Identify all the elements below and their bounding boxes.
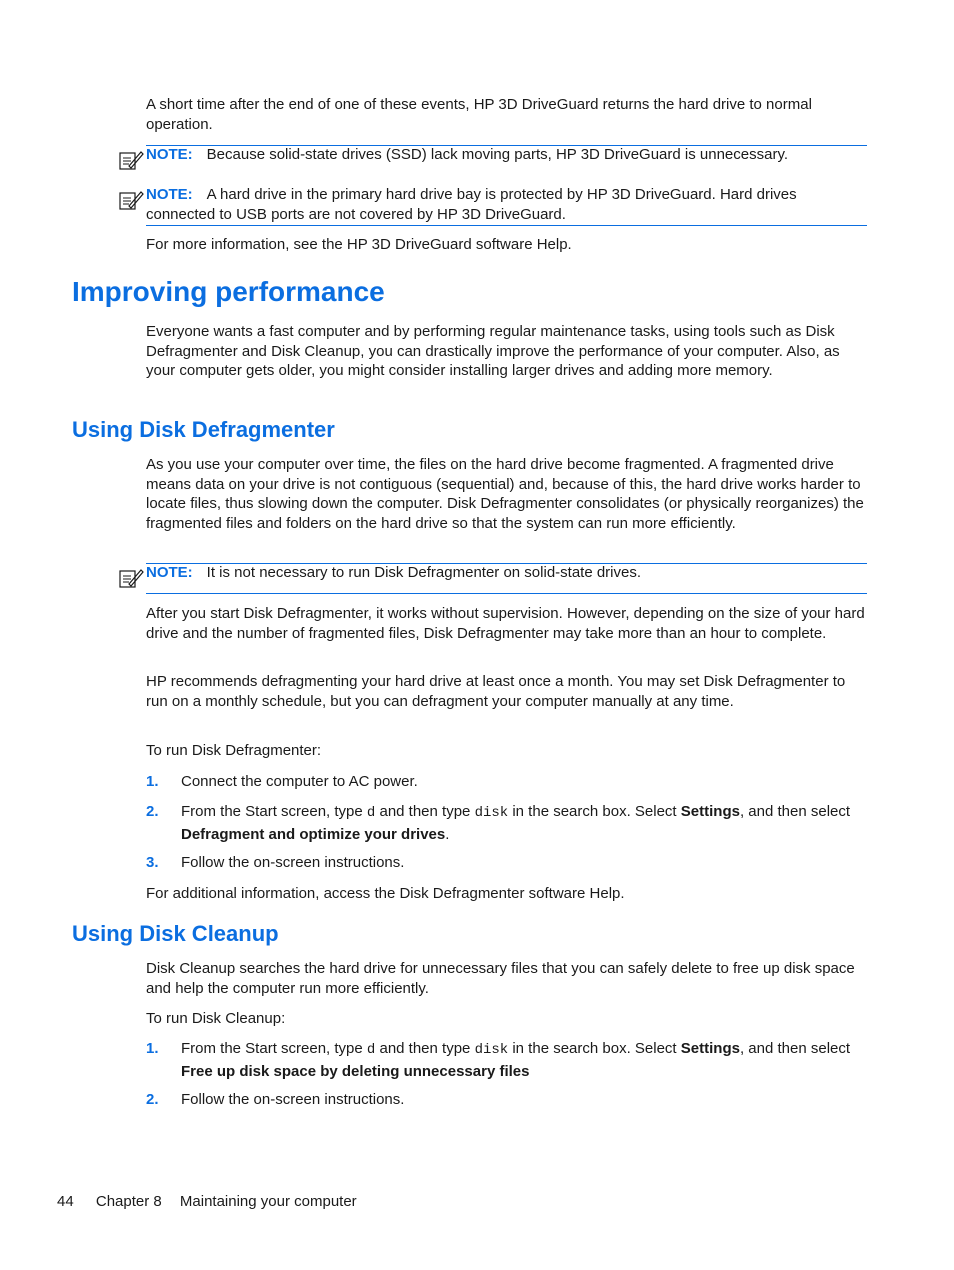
note-label: NOTE:: [146, 186, 193, 203]
defrag-run-intro: To run Disk Defragmenter:: [146, 742, 322, 759]
code-d: d: [366, 1042, 376, 1058]
bold-settings: Settings: [680, 1040, 740, 1057]
defrag-paragraph: As you use your computer over time, the files on the hard drive become fragmented. A fragmented drive means data on your drive is not contiguous (sequential) and, because of this, the hard drive works harder to locate files, thus slowing down the computer. Disk Defragmenter consolidates (or physically reorganizes) the fragmented files and folders on the hard drive so that the system can run more efficiently.: [146, 456, 864, 532]
heading-using-disk-defragmenter: Using Disk Defragmenter: [72, 417, 335, 442]
step-number: 1.: [146, 773, 159, 790]
code-disk: disk: [474, 1042, 509, 1058]
list-item: [146, 852, 866, 873]
improving-paragraph: Everyone wants a fast computer and by performing regular maintenance tasks, using tools such as Disk Defragmenter and Disk Cleanup, you can drastically improve the performance of your computer. Also, as your computer gets older, you might consider installing larger drives and adding more memory.: [146, 323, 840, 379]
code-d: d: [366, 805, 376, 821]
note-pencil-icon: [118, 149, 144, 171]
note-block-usb: [118, 185, 867, 226]
cleanup-run-intro: To run Disk Cleanup:: [146, 1010, 286, 1027]
chapter-title: Maintaining your computer: [179, 1193, 357, 1210]
note-label: NOTE:: [146, 564, 193, 581]
note-block-ssd: [118, 145, 867, 171]
step-text: Follow the on-screen instructions.: [181, 1091, 405, 1108]
note-bottom-rule: [146, 225, 867, 226]
cleanup-paragraph: Disk Cleanup searches the hard drive for unnecessary files that you can safely delete to free up disk space and help the computer run more efficiently.: [146, 960, 855, 997]
bold-settings: Settings: [680, 803, 740, 820]
step-text: Follow the on-screen instructions.: [181, 854, 405, 871]
note-text: A hard drive in the primary hard drive bay is protected by HP 3D DriveGuard. Hard drives connected to USB ports are not covered by HP 3D DriveGuard.: [146, 186, 797, 223]
list-item: [146, 1038, 866, 1080]
defrag-paragraph-2: After you start Disk Defragmenter, it works without supervision. However, depending on the size of your hard drive and the number of fragmented files, Disk Defragmenter may take more than an hour to complete.: [146, 605, 865, 642]
note-label: NOTE:: [146, 146, 193, 163]
note-text: It is not necessary to run Disk Defragmenter on solid-state drives.: [206, 564, 642, 581]
step-text: Connect the computer to AC power.: [181, 773, 418, 790]
step-text: From the Start screen, type d and then type disk in the search box. Select Settings, and then select Free up disk space by deleting unnecessary files: [181, 1040, 851, 1080]
code-disk: disk: [474, 805, 509, 821]
heading-using-disk-cleanup: Using Disk Cleanup: [72, 921, 279, 946]
list-item: [146, 1089, 866, 1110]
bold-defragment: Defragment and optimize your drives: [181, 826, 446, 843]
note-text: Because solid-state drives (SSD) lack moving parts, HP 3D DriveGuard is unnecessary.: [206, 146, 789, 163]
defrag-paragraph-3: HP recommends defragmenting your hard drive at least once a month. You may set Disk Defragmenter to run on a monthly schedule, but you can defragment your computer manually at any time.: [146, 673, 846, 710]
note-pencil-icon: [118, 567, 144, 589]
step-number: 3.: [146, 854, 159, 871]
step-number: 1.: [146, 1040, 159, 1057]
heading-improving-performance: Improving performance: [72, 276, 385, 307]
step-number: 2.: [146, 1091, 159, 1108]
page-number: 44: [57, 1193, 74, 1210]
intro-paragraph: A short time after the end of one of these events, HP 3D DriveGuard returns the hard drive to normal operation.: [146, 96, 812, 133]
chapter-label: Chapter 8: [95, 1193, 162, 1210]
list-item: [146, 801, 866, 843]
note-bottom-rule: [146, 593, 867, 594]
more-info-paragraph: For more information, see the HP 3D DriveGuard software Help.: [146, 236, 572, 253]
note-block-defrag-ssd: [118, 563, 867, 594]
step-number: 2.: [146, 803, 159, 820]
defrag-more-info: For additional information, access the Disk Defragmenter software Help.: [146, 885, 625, 902]
page-footer: [57, 1192, 357, 1211]
list-item: [146, 771, 866, 792]
note-pencil-icon: [118, 189, 144, 211]
bold-free-up-disk-space: Free up disk space by deleting unnecessary files: [181, 1063, 530, 1080]
step-text: From the Start screen, type d and then type disk in the search box. Select Settings, and then select Defragment and optimize your drives.: [181, 803, 851, 843]
